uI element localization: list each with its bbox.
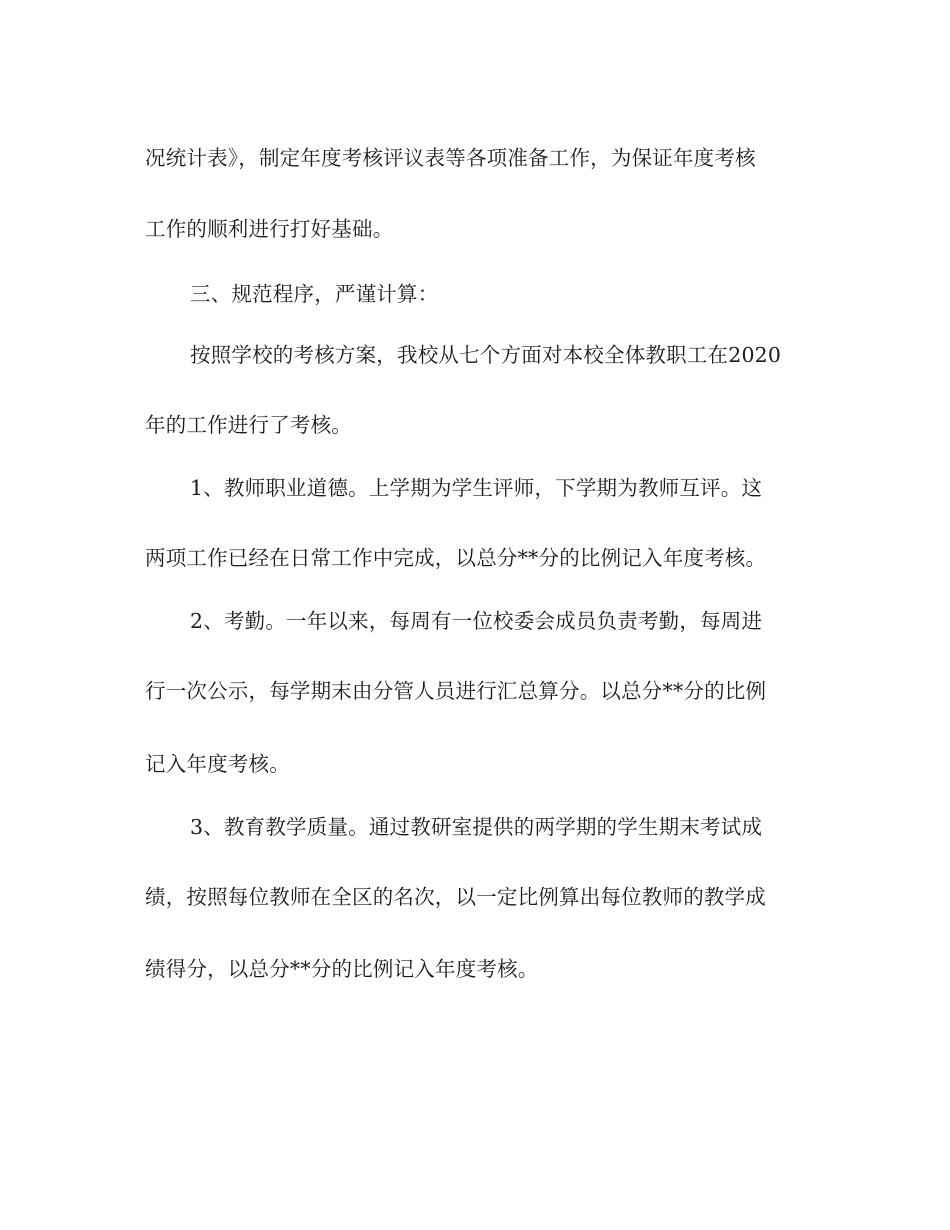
text-line-13: 绩得分，以总分**分的比例记入年度考核。 xyxy=(145,957,539,981)
text-line-1: 况统计表》，制定年度考核评议表等各项准备工作，为保证年度考核 xyxy=(145,146,756,170)
text-line-11: 3、教育教学质量。通过教研室提供的两学期的学生期末考试成 xyxy=(190,815,763,839)
text-line-9: 行一次公示，每学期末由分管人员进行汇总算分。以总分**分的比例 xyxy=(145,679,767,703)
text-line-6: 1、教师职业道德。上学期为学生评师，下学期为教师互评。这 xyxy=(190,476,763,500)
text-line-8: 2、考勤。一年以来，每周有一位校委会成员负责考勤，每周进 xyxy=(190,609,763,633)
text-line-5: 年的工作进行了考核。 xyxy=(145,413,352,437)
section-heading: 三、规范程序，严谨计算： xyxy=(190,282,439,306)
text-line-7: 两项工作已经在日常工作中完成，以总分**分的比例记入年度考核。 xyxy=(145,546,767,570)
text-line-4: 按照学校的考核方案，我校从七个方面对本校全体教职工在2020 xyxy=(190,343,782,367)
text-line-2: 工作的顺利进行打好基础。 xyxy=(145,217,394,241)
text-line-12: 绩，按照每位教师在全区的名次，以一定比例算出每位教师的教学成 xyxy=(145,885,766,909)
text-line-10: 记入年度考核。 xyxy=(145,752,290,776)
